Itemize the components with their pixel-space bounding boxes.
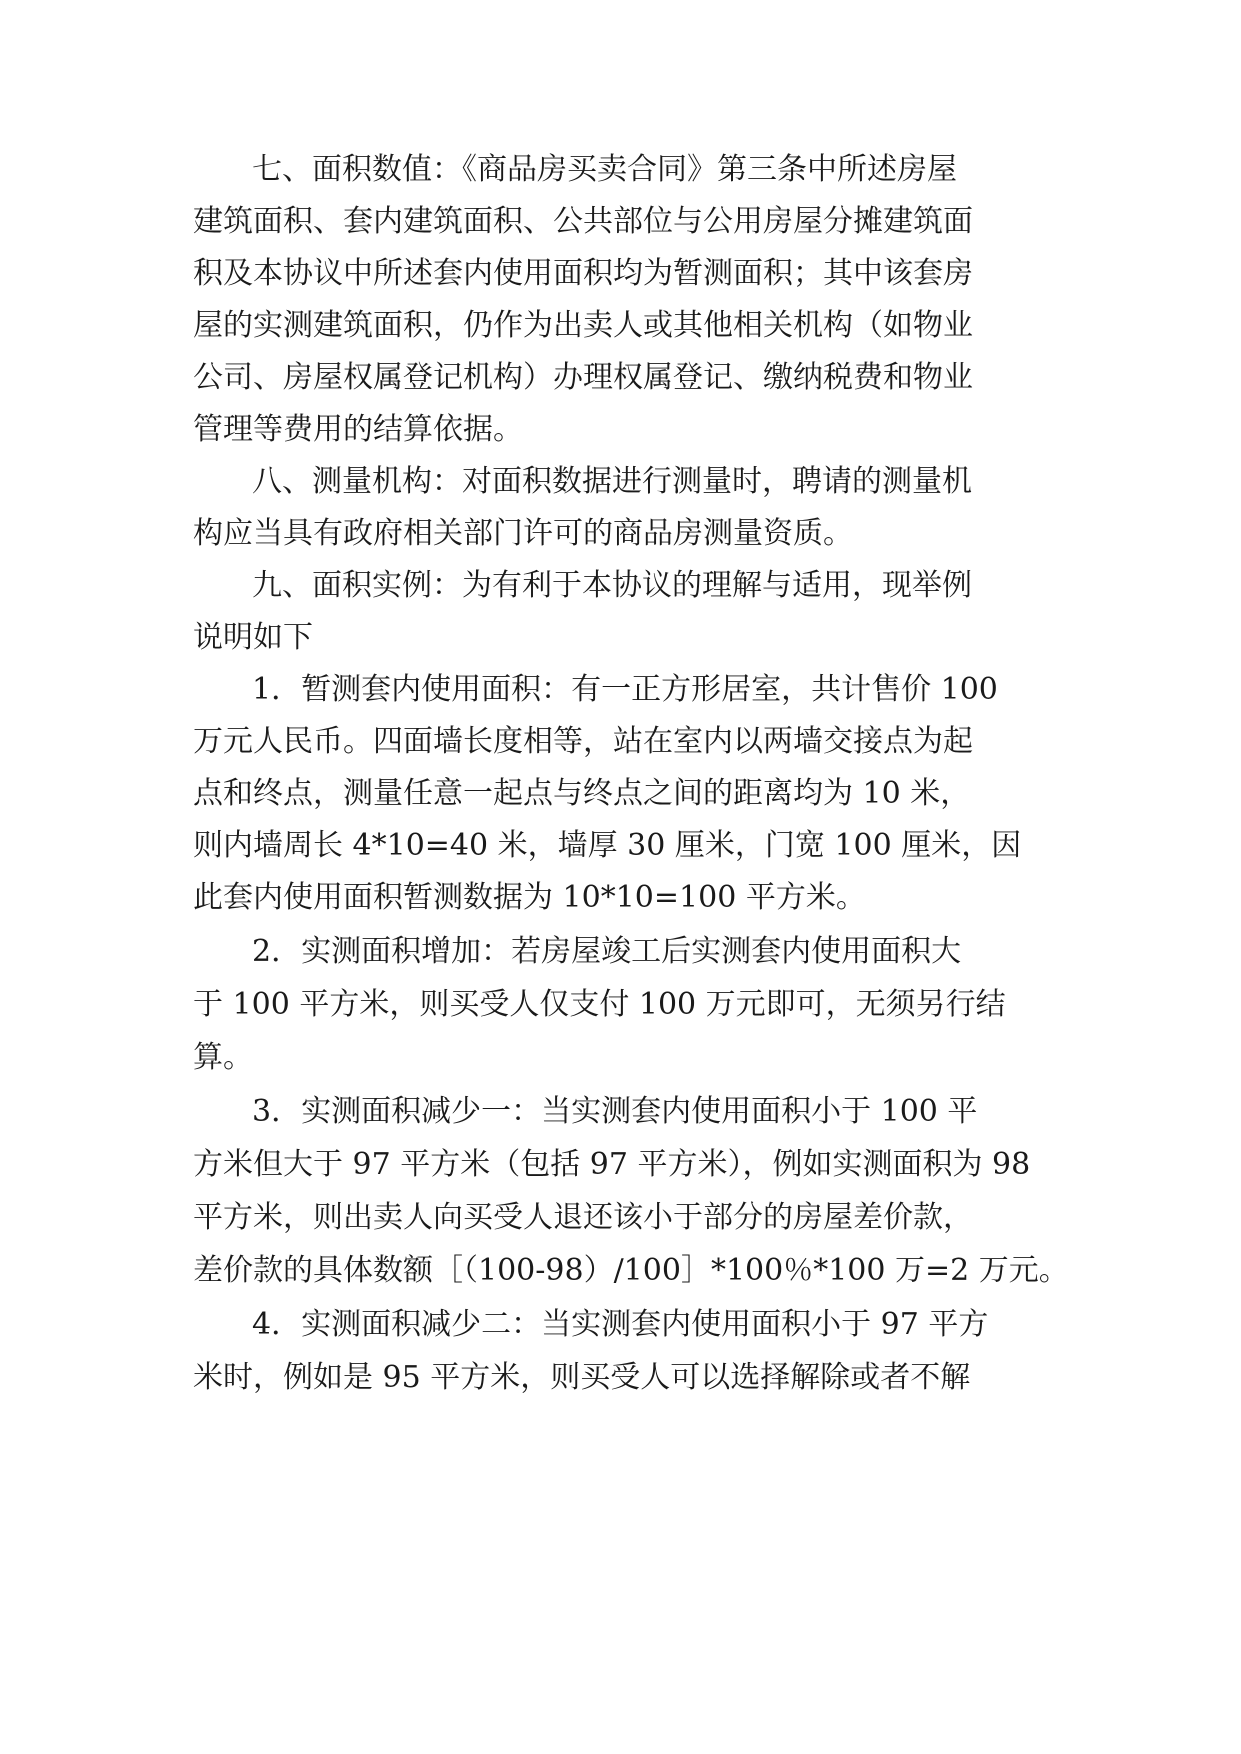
paragraph-7-line-4: 屋的实测建筑面积，仍作为出卖人或其他相关机构（如物业 <box>193 308 973 343</box>
item-4-line-1: 4．实测面积减少二：当实测套内使用面积小于 97 平方 <box>252 1307 989 1342</box>
item-2-line-2: 于 100 平方米，则买受人仅支付 100 万元即可，无须另行结 <box>193 987 1006 1022</box>
item-3-line-2: 方米但大于 97 平方米（包括 97 平方米），例如实测面积为 98 <box>193 1147 1031 1182</box>
paragraph-8-line-2: 构应当具有政府相关部门许可的商品房测量资质。 <box>193 516 853 551</box>
paragraph-8-line-1: 八、测量机构：对面积数据进行测量时，聘请的测量机 <box>252 464 972 499</box>
item-1-line-3: 点和终点，测量任意一起点与终点之间的距离均为 10 米， <box>193 776 971 811</box>
paragraph-7-line-1: 七、面积数值：《商品房买卖合同》第三条中所述房屋 <box>252 152 957 187</box>
item-3-line-4: 差价款的具体数额［（100-98）/100］*100％*100 万=2 万元。 <box>193 1253 1069 1288</box>
paragraph-7-line-3: 积及本协议中所述套内使用面积均为暂测面积；其中该套房 <box>193 256 973 291</box>
paragraph-9-line-2: 说明如下 <box>193 620 313 655</box>
item-1-line-2: 万元人民币。四面墙长度相等，站在室内以两墙交接点为起 <box>193 724 973 759</box>
item-3-line-3: 平方米，则出卖人向买受人退还该小于部分的房屋差价款， <box>193 1200 973 1235</box>
paragraph-9-line-1: 九、面积实例：为有利于本协议的理解与适用，现举例 <box>252 568 972 603</box>
item-1-line-5: 此套内使用面积暂测数据为 10*10=100 平方米。 <box>193 880 866 915</box>
paragraph-7-line-2: 建筑面积、套内建筑面积、公共部位与公用房屋分摊建筑面 <box>193 204 973 239</box>
item-1-line-1: 1．暂测套内使用面积：有一正方形居室，共计售价 100 <box>252 672 998 707</box>
item-2-line-1: 2．实测面积增加：若房屋竣工后实测套内使用面积大 <box>252 934 962 969</box>
item-3-line-1: 3．实测面积减少一：当实测套内使用面积小于 100 平 <box>252 1094 978 1129</box>
item-1-line-4: 则内墙周长 4*10=40 米，墙厚 30 厘米，门宽 100 厘米，因 <box>193 828 1022 863</box>
item-4-line-2: 米时，例如是 95 平方米，则买受人可以选择解除或者不解 <box>193 1360 971 1395</box>
paragraph-7-line-5: 公司、房屋权属登记机构）办理权属登记、缴纳税费和物业 <box>193 360 973 395</box>
item-2-line-3: 算。 <box>193 1040 253 1075</box>
paragraph-7-line-6: 管理等费用的结算依据。 <box>193 412 523 447</box>
